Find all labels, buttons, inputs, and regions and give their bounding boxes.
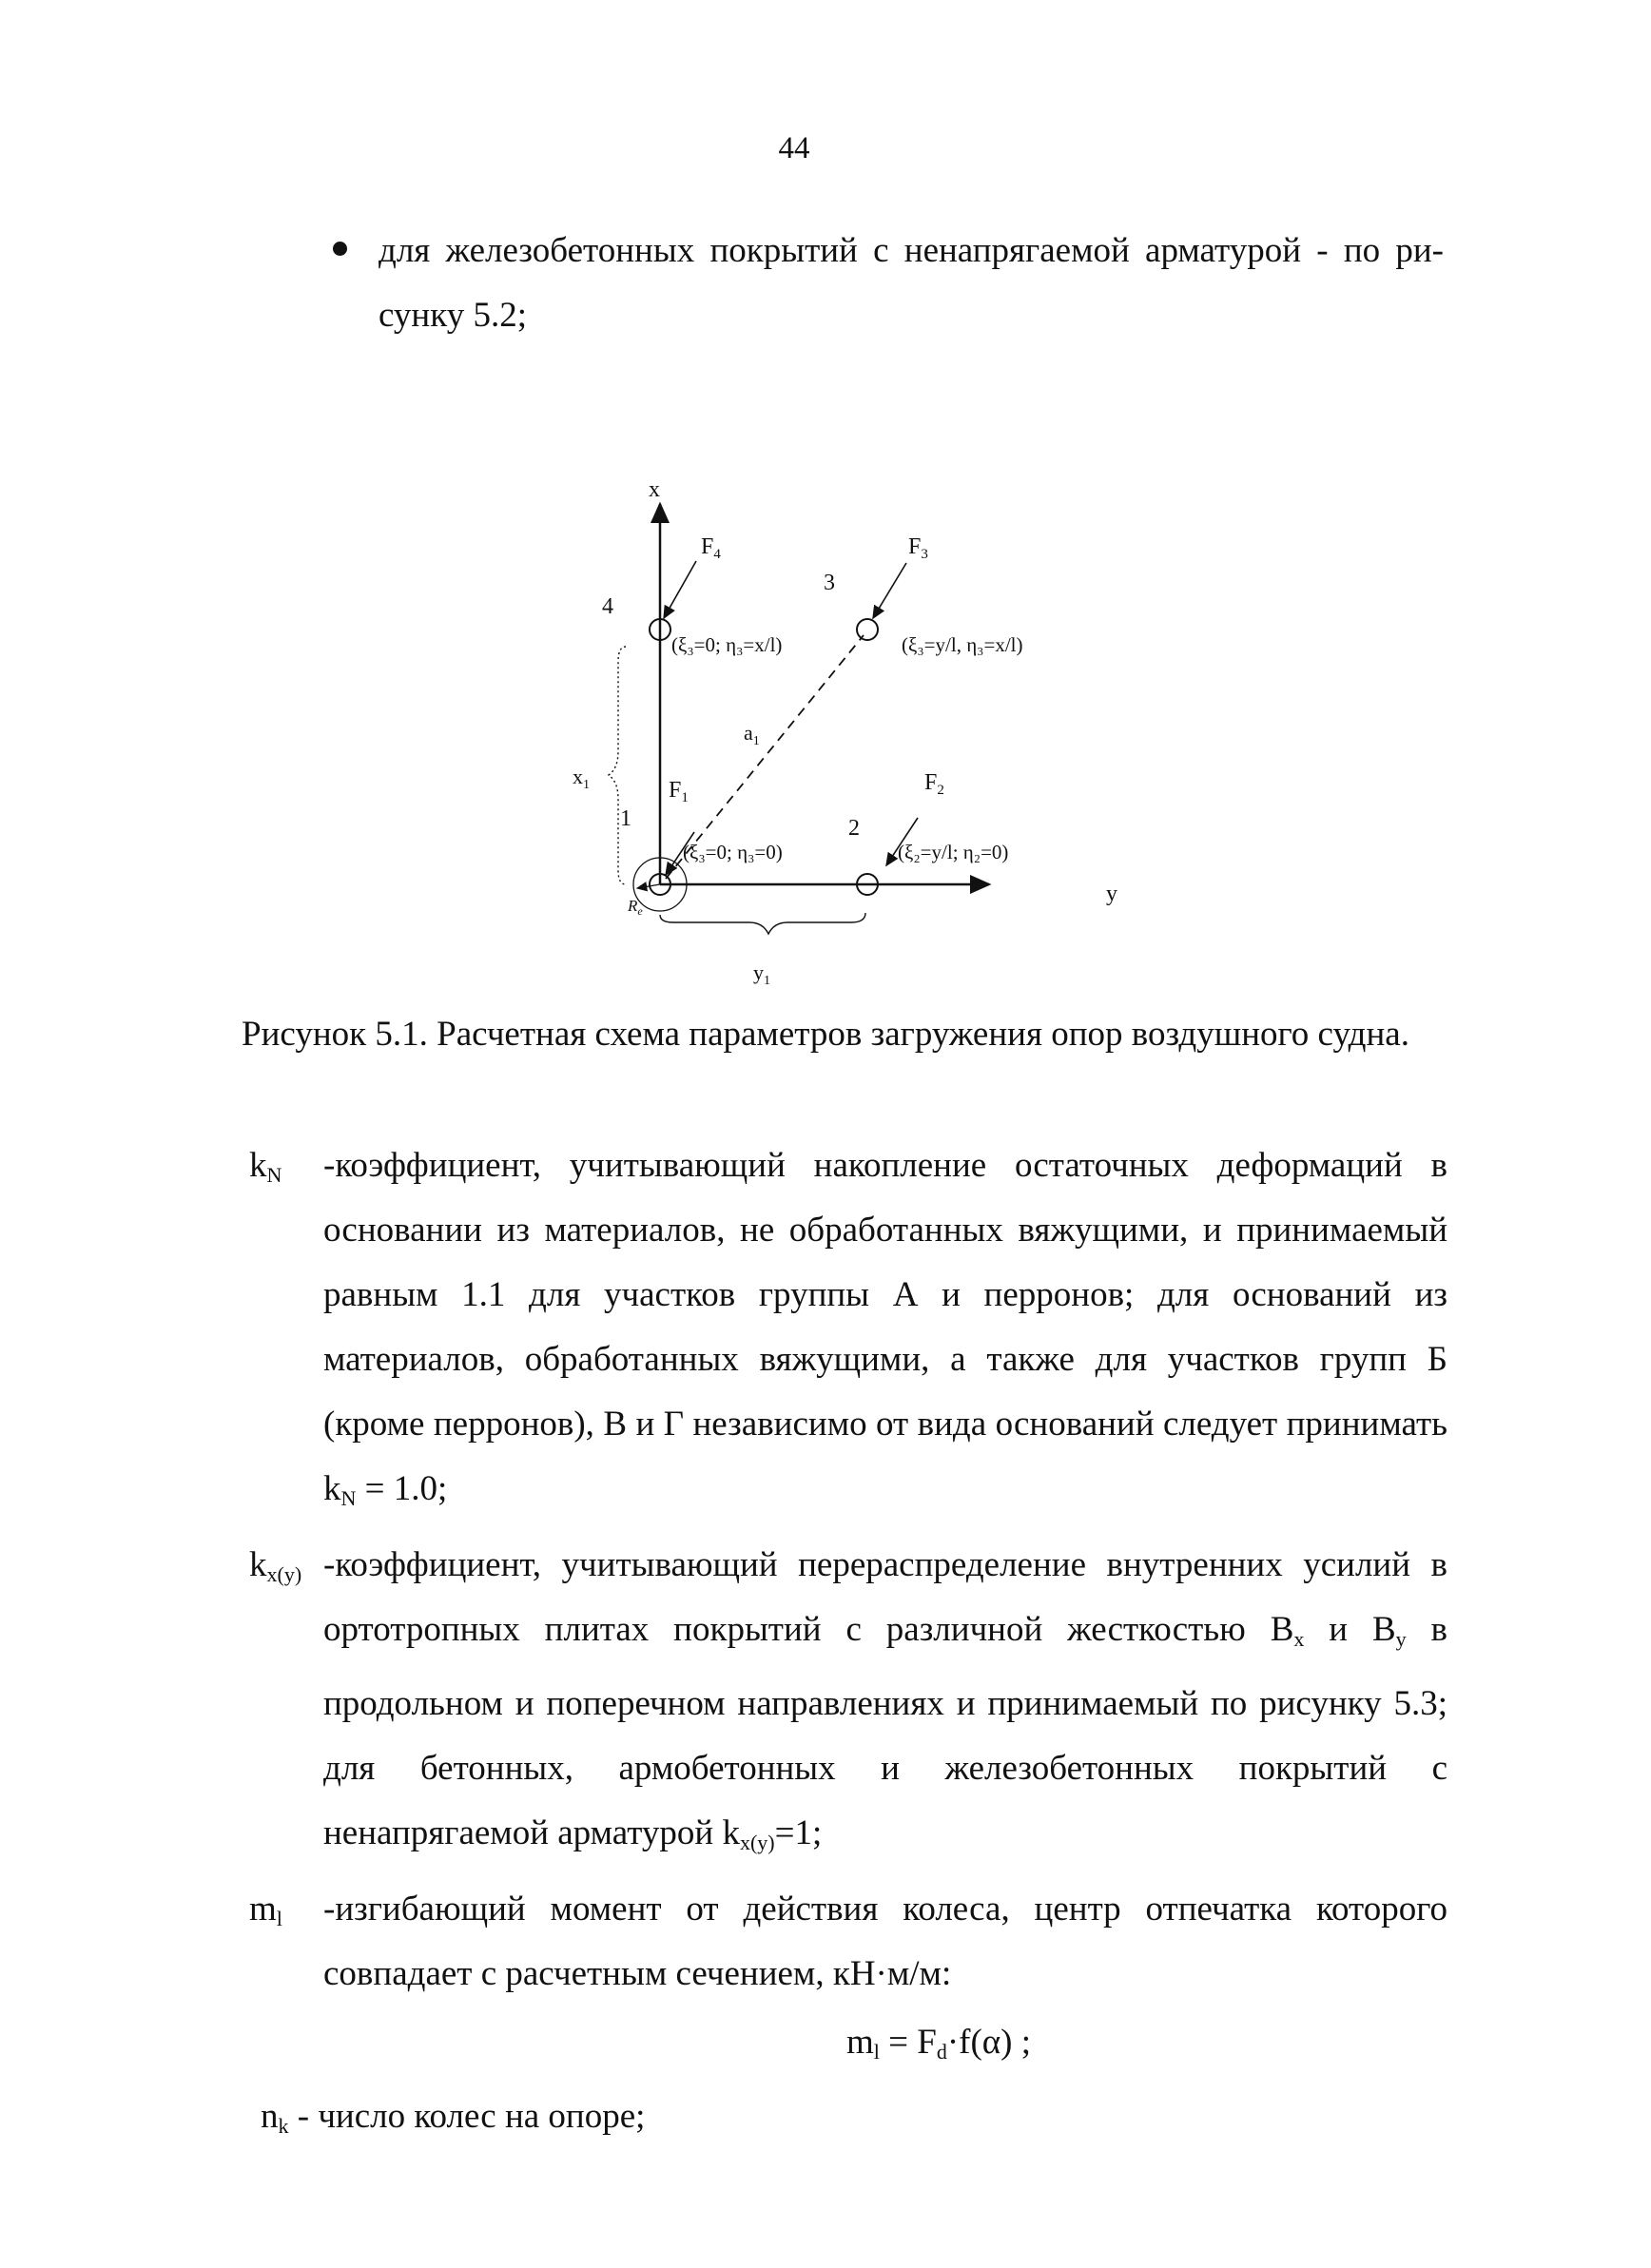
coord-1: (ξ₃=0; η₃=0): [683, 841, 783, 863]
x1-brace: [609, 647, 626, 884]
node-3-number: 3: [824, 571, 835, 595]
formula-ml: $m_l = F_d\cdot f(\alpha)$ ;: [845, 2023, 1032, 2064]
definition-ml: [249, 1877, 1447, 2006]
symbol-kxy: $k_{x(y)}$: [249, 1545, 302, 1586]
definition-kxy: [249, 1533, 1447, 1875]
node-1-number: 1: [620, 806, 631, 831]
definition-nk-text: - число колес на опоре;: [288, 2097, 646, 2136]
definition-kN: $k_N$ -коэффициент, учитывающий накопление остаточных деформаций в основании из материалов, не обработанных вяжущими, и принимаемый равным 1.1 для участков группы А и перронов; для оснований из материалов, обработанных вяжущими, а также для участков групп Б (кроме перронов), В и Г независимо от вида оснований следует принимать $k_N = 1.0$;: [249, 1134, 1447, 1531]
symbol-nk: $n_k$: [261, 2097, 289, 2138]
F3-arrow: [873, 563, 906, 618]
y1-brace: [660, 913, 865, 934]
coord-2: (ξ₂=y/l; η₂=0): [898, 841, 1009, 863]
node-4-number: 4: [602, 594, 613, 619]
wheel-3-circle: [857, 619, 878, 640]
F4-label: $F_4$: [701, 534, 721, 562]
F2-label: $F_2$: [924, 770, 944, 798]
page-number: 44: [778, 131, 810, 165]
F3-label: $F_3$: [908, 534, 928, 562]
definition-ml-text: -изгибающий момент от действия колеса, центр отпечатка которого совпадает с расчетным сечением, кН·м/м:: [323, 1890, 1447, 1993]
Re-label: $R_e$: [628, 897, 643, 918]
definitions-list: [249, 1134, 1447, 2159]
figure-caption: Рисунок 5.1. Расчетная схема параметров загружения опор воздушного судна.: [242, 1015, 1409, 1054]
definition-kN-text: -коэффициент, учитывающий накопление остаточных деформаций в основании из материалов, не обработанных вяжущими, и принимаемый равным 1.1 для участков группы А и перронов; для оснований из материалов, обработанных вяжущими, а также для участков групп Б (кроме перронов), В и Г независимо от вида оснований следует принимать k: [323, 1146, 1447, 1508]
a1-label: $a_1$: [744, 721, 760, 748]
F4-arrow: [664, 561, 696, 618]
definition-nk: [261, 2084, 1447, 2159]
y-axis-label: y: [1106, 882, 1117, 906]
coord-4: (ξ₃=0; η₃=x/l): [671, 633, 783, 656]
bullet-point-icon: [333, 242, 347, 256]
definition-kxy-text: -коэффициент, учитывающий перераспределение внутренних усилий в ортотропных плитах покрытий с различной жесткостью $B_x$ и $B_y$ в продольном и поперечном направлениях и принимаемый по рисунку 5.3; для бетонных, армобетонных и железобетонных покрытий с ненапрягаемой арматурой $k_{x(y)}=1$;: [323, 1545, 1447, 1854]
coord-3: (ξ₃=y/l, η₃=x/l): [902, 633, 1023, 656]
y1-label: $y_1$: [753, 960, 770, 988]
x-axis-label: x: [649, 477, 660, 502]
loading-scheme-figure: [542, 466, 1132, 998]
x1-label: $x_1$: [573, 765, 590, 792]
bullet-text: для железобетонных покрытий с ненапрягаемой арматурой - по ри- сунку 5.2;: [379, 231, 1444, 335]
symbol-kN: $k_N$: [249, 1146, 282, 1187]
F1-label: $F_1$: [669, 778, 689, 805]
Re-radius-arrow: [637, 884, 660, 888]
symbol-ml: $m_l$: [249, 1890, 282, 1930]
node-2-number: 2: [848, 816, 860, 841]
